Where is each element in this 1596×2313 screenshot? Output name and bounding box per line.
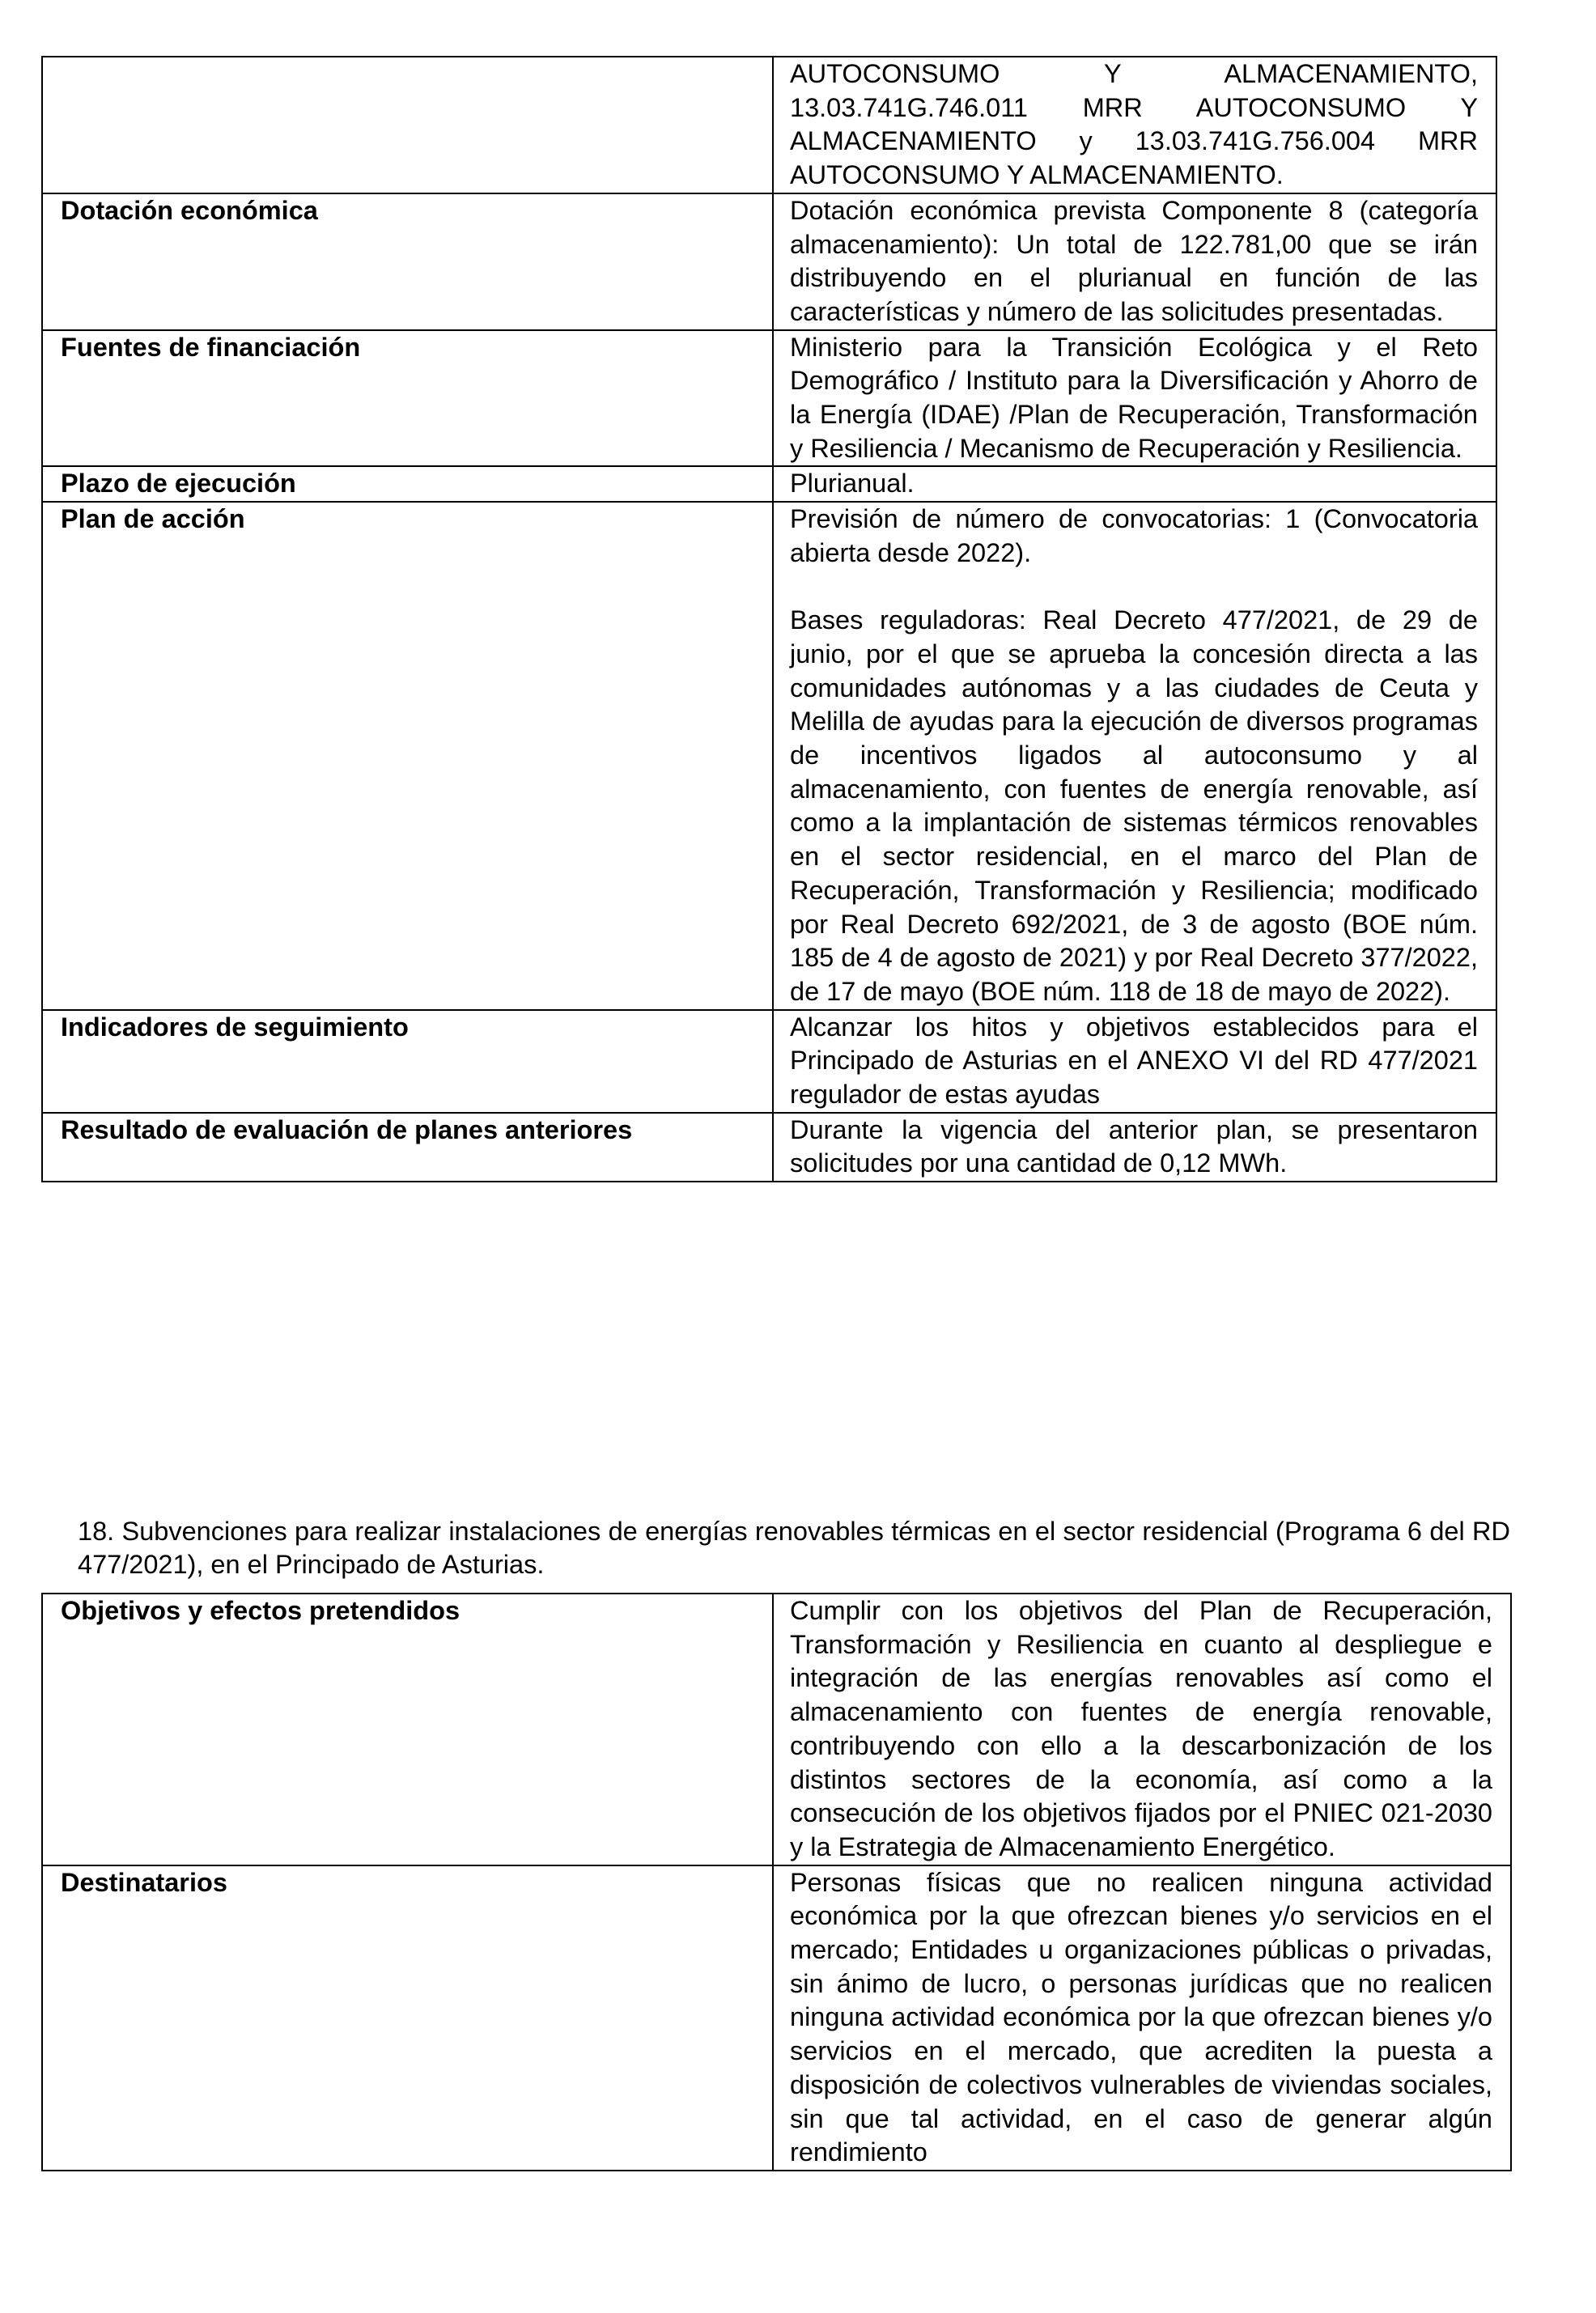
row-value	[773, 330, 1496, 467]
table-row-recipients	[42, 1865, 1511, 2171]
row-value-paragraph: Dotación económica prevista Componente 8 (categoría almacenamiento): Un total de 122.781,00 que se irán distribuyendo en el plurianual en función de las características y número de las solicitudes presentadas.	[790, 195, 1478, 326]
row-value-paragraph: Ministerio para la Transición Ecológica y el Reto Demográfico / Instituto para la Diversificación y Ahorro de la Energía (IDAE) /Plan de Recuperación, Transformación y Resiliencia / Mecanismo de Recuperación y Resiliencia.	[790, 332, 1478, 463]
table-row-budget-lines	[42, 57, 1496, 193]
table-body	[42, 1594, 1511, 2171]
row-label: Objetivos y efectos pretendidos	[42, 1594, 773, 1865]
row-value	[773, 1113, 1496, 1182]
row-label: Resultado de evaluación de planes anteriores	[42, 1113, 773, 1182]
programme-6-details-table	[41, 1593, 1512, 2171]
row-label: Dotación económica	[42, 193, 773, 330]
row-label: Indicadores de seguimiento	[42, 1010, 773, 1113]
row-label: Destinatarios	[42, 1865, 773, 2171]
row-value-paragraph: Plurianual.	[790, 469, 915, 499]
section-heading: 18. Subvenciones para realizar instalaciones de energías renovables térmicas en el sector residencial (Programa 6 del RD 477/2021), en el Principado de Asturias.	[78, 1516, 1510, 1580]
row-value	[773, 193, 1496, 330]
table-row-objectives	[42, 1594, 1511, 1865]
table-body	[42, 57, 1496, 1182]
row-value-paragraph: Durante la vigencia del anterior plan, se presentaron solicitudes por una cantidad de 0,12 MWh.	[790, 1114, 1478, 1178]
row-value-paragraph: Alcanzar los hitos y objetivos establecidos para el Principado de Asturias en el ANEXO VI del RD 477/2021 regulador de estas ayudas	[790, 1012, 1478, 1110]
row-value-paragraph: Personas físicas que no realicen ninguna actividad económica por la que ofrezcan bienes y/o servicios en el mercado; Entidades u organizaciones públicas o privadas, sin ánimo de lucro, o personas jurídicas que no realicen ninguna actividad económica por la que ofrezcan bienes y/o servicios en el mercado, que acrediten la puesta a disposición de colectivos vulnerables de viviendas sociales, sin que tal actividad, en el caso de generar algún rendimiento	[790, 1867, 1492, 2167]
row-label: Plazo de ejecución	[42, 466, 773, 502]
row-value-paragraph: AUTOCONSUMO Y ALMACENAMIENTO, 13.03.741G.746.011 MRR AUTOCONSUMO Y ALMACENAMIENTO y 13.03.741G.756.004 MRR AUTOCONSUMO Y ALMACENAMIENTO.	[790, 59, 1478, 190]
programme-details-table	[41, 56, 1497, 1182]
row-value	[773, 1010, 1496, 1113]
row-value	[773, 502, 1496, 1010]
row-label: Fuentes de financiación	[42, 330, 773, 467]
table-row-funding-sources	[42, 330, 1496, 467]
row-value-paragraph: Cumplir con los objetivos del Plan de Recuperación, Transformación y Resiliencia en cuanto al despliegue e integración de las energías renovables así como el almacenamiento con fuentes de energía renovable, contribuyendo con ello a la descarbonización de los distintos sectores de la economía, así como a la consecución de los objetivos fijados por el PNIEC 021-2030 y la Estrategia de Almacenamiento Energético.	[790, 1596, 1492, 1861]
table-row-previous-evaluation	[42, 1113, 1496, 1182]
row-label	[42, 57, 773, 193]
row-label: Plan de acción	[42, 502, 773, 1010]
row-value	[773, 466, 1496, 502]
row-value-paragraph: Previsión de número de convocatorias: 1 (Convocatoria abierta desde 2022).	[790, 504, 1478, 567]
row-value-paragraph: Bases reguladoras: Real Decreto 477/2021, de 29 de junio, por el que se aprueba la concesión directa a las comunidades autónomas y a las ciudades de Ceuta y Melilla de ayudas para la ejecución de diversos programas de incentivos ligados al autoconsumo y al almacenamiento, con fuentes de energía renovable, así como a la implantación de sistemas térmicos renovables en el sector residencial, en el marco del Plan de Recuperación, Transformación y Resiliencia; modificado por Real Decreto 692/2021, de 3 de agosto (BOE núm. 185 de 4 de agosto de 2021) y por Real Decreto 377/2022, de 17 de mayo (BOE núm. 118 de 18 de mayo de 2022).	[790, 605, 1478, 1006]
table-row-execution-period	[42, 466, 1496, 502]
table-row-tracking-indicators	[42, 1010, 1496, 1113]
table-row-funding-amount	[42, 193, 1496, 330]
table-row-action-plan	[42, 502, 1496, 1010]
row-value	[773, 1594, 1511, 1865]
row-value	[773, 1865, 1511, 2171]
row-value	[773, 57, 1496, 193]
